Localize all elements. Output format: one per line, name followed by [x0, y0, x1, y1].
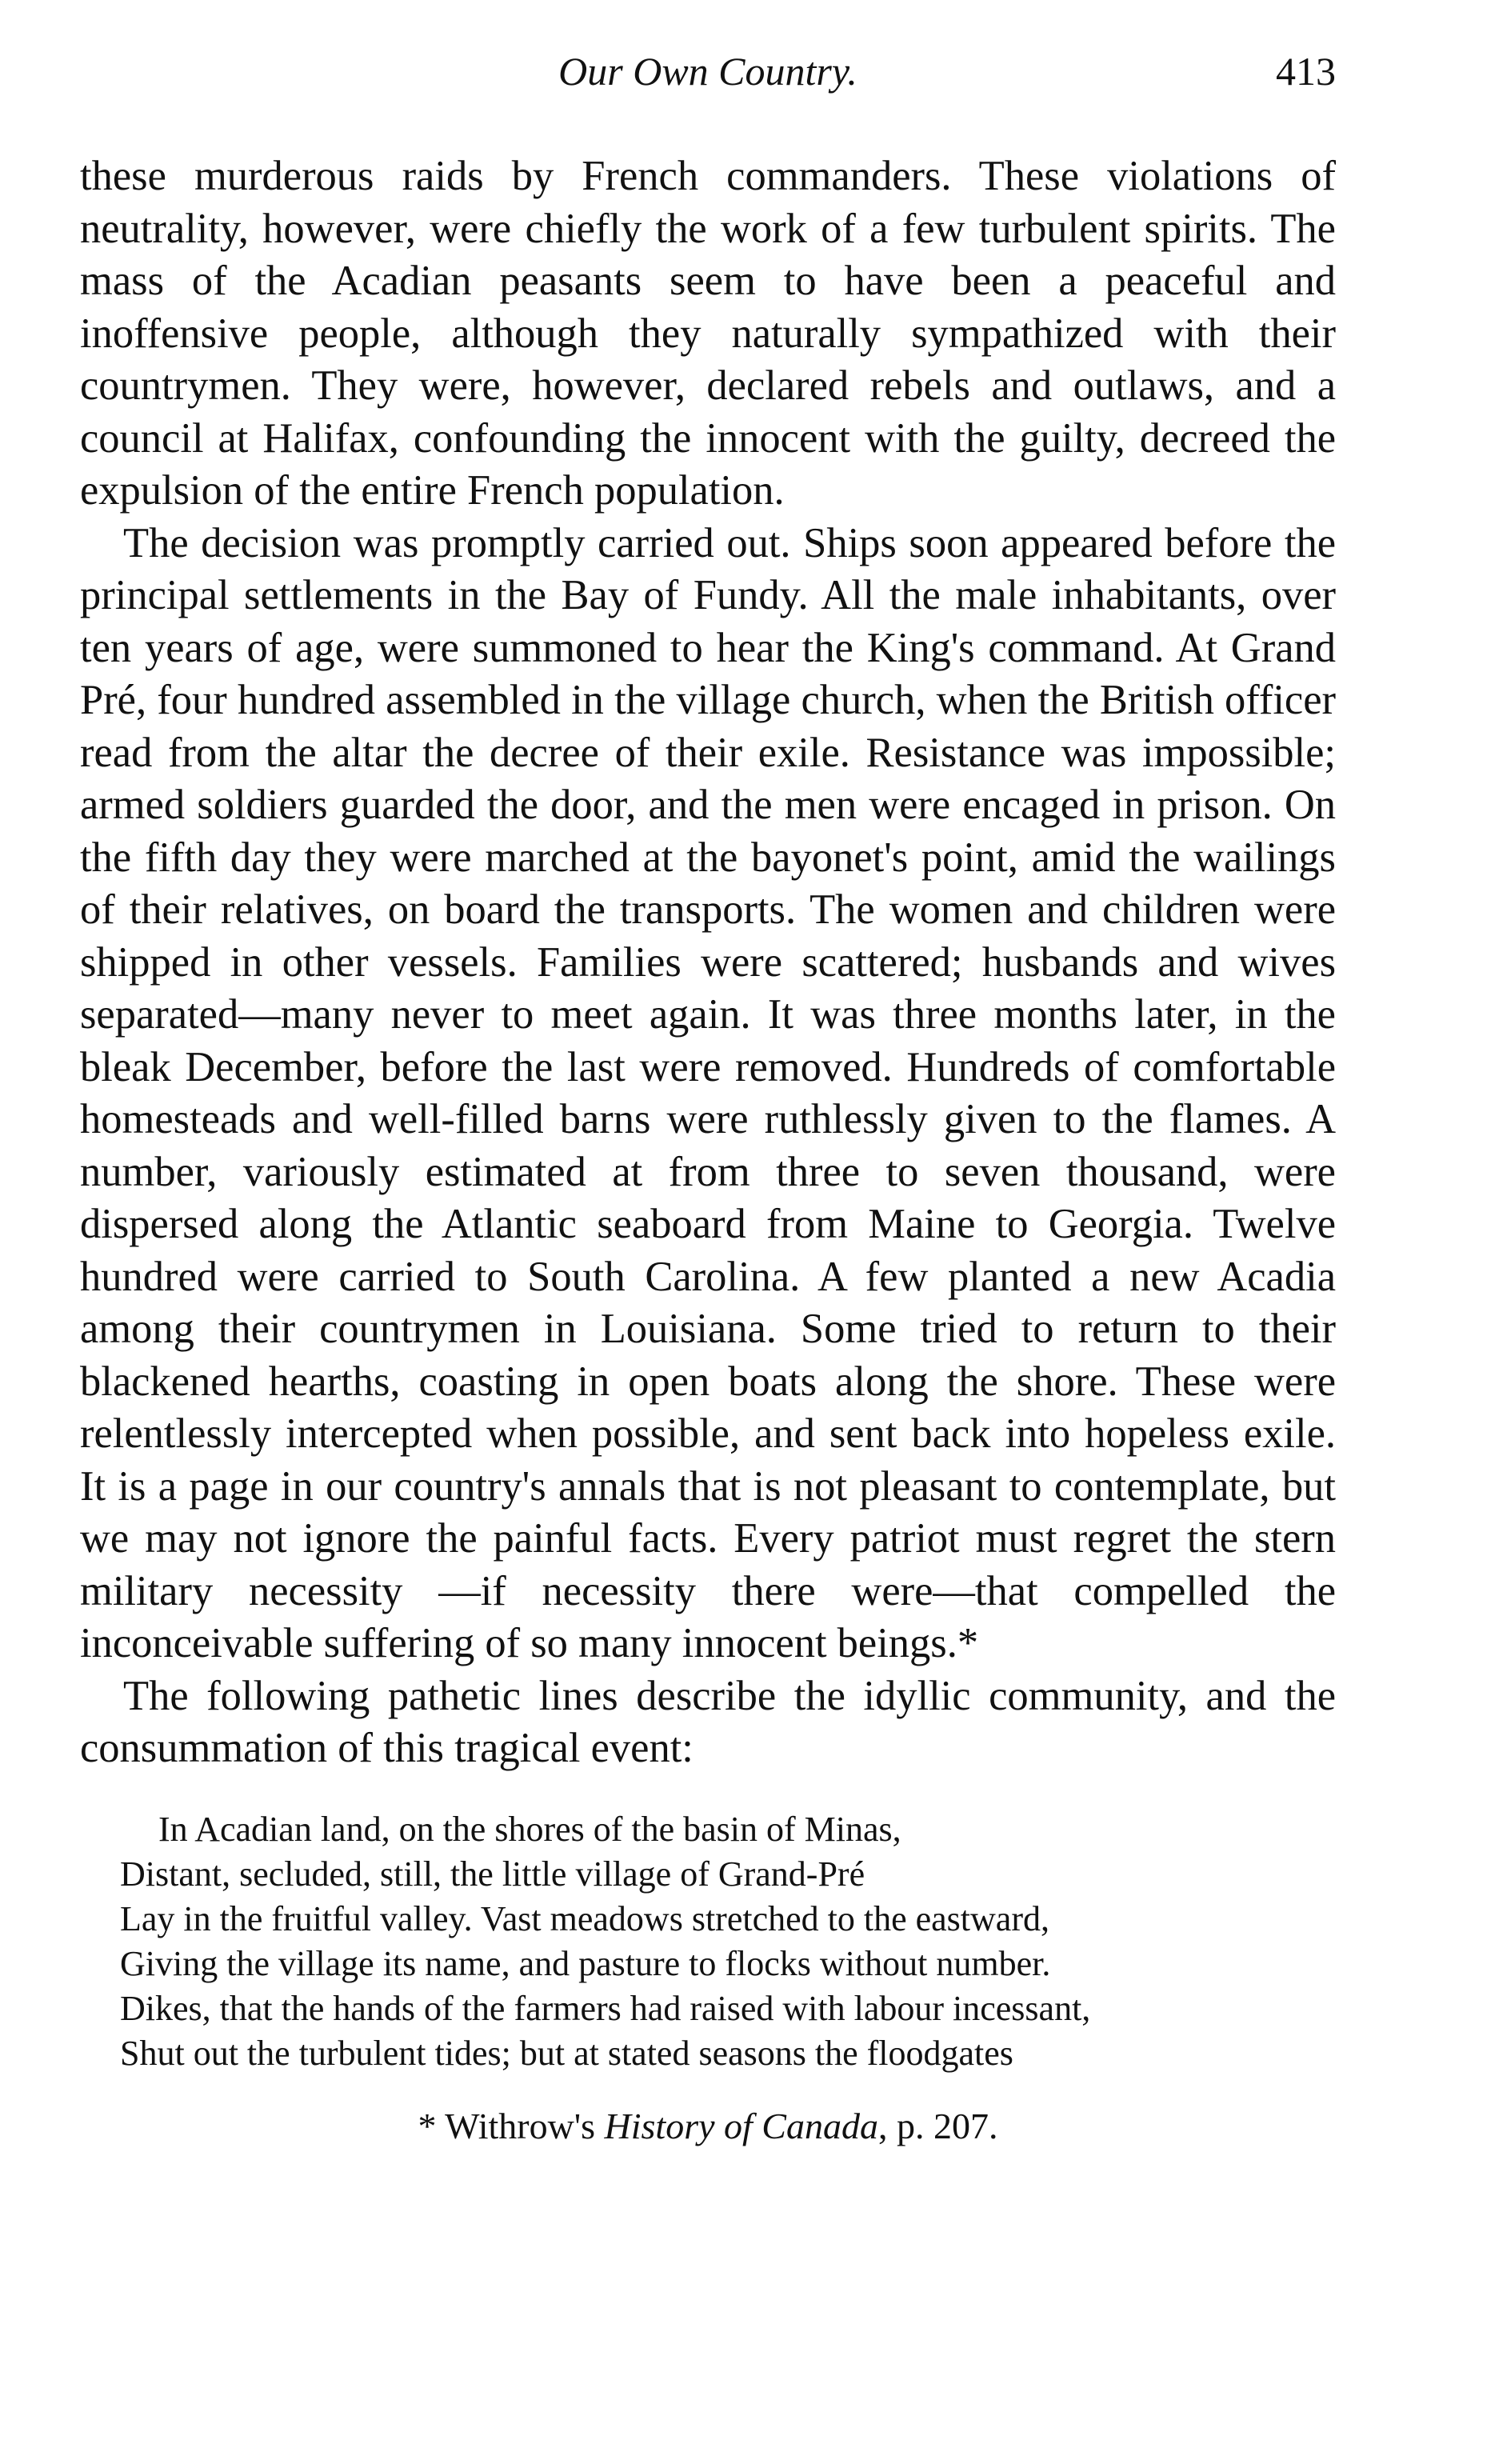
running-head	[80, 48, 1336, 104]
footnote-book-title: History of Canada	[604, 2105, 878, 2146]
poem-line: Shut out the turbulent tides; but at stated seasons the floodgates	[120, 2033, 1013, 2073]
poem-line: Lay in the fruitful valley. Vast meadows stretched to the eastward,	[120, 1898, 1049, 1938]
poem-line: Giving the village its name, and pasture to flocks without number.	[120, 1943, 1051, 1983]
poem-line: Dikes, that the hands of the farmers had raised with labour incessant,	[120, 1988, 1091, 2028]
page-number: 413	[1276, 49, 1336, 94]
paragraph-poem-intro: The following pathetic lines describe the idyllic community, and the consummation of this tragical event:	[80, 1672, 1336, 1771]
running-title: Our Own Country.	[558, 49, 857, 94]
paragraph-expulsion: The decision was promptly carried out. Ships soon appeared before the principal settlements in the Bay of Fundy. All the male inhabitants, over ten years of age, were summoned to hear the King's command. At Grand Pré, four hundred assembled in the village church, when the British officer read from the altar the decree of their exile. Resistance was impossible; armed soldiers guarded the door, and the men were encaged in prison. On the fifth day they were marched at the bayonet's point, amid the wailings of their relatives, on board the transports. The women and children were shipped in other vessels. Families were scattered; husbands and wives separated—many never to meet again. It was three months later, in the bleak December, before the last were removed. Hundreds of comfortable homesteads and well-filled barns were ruthlessly given to the flames. A number, variously estimated at from three to seven thousand, were dispersed along the Atlantic seaboard from Maine to Georgia. Twelve hundred were carried to South Carolina. A few planted a new Acadia among their countrymen in Louisiana. Some tried to return to their blackened hearths, coasting in open boats along the shore. These were relentlessly intercepted when possible, and sent back into hopeless exile. It is a page in our country's annals that is not pleasant to contemplate, but we may not ignore the painful facts. Every patriot must regret the stern military necessity —if necessity there were—that compelled the inconceivable suffering of so many innocent beings.*	[80, 519, 1336, 1666]
poem-excerpt	[120, 1807, 1336, 2076]
book-page	[80, 48, 1336, 2147]
paragraph-continued: these murderous raids by French commanders. These violations of neutrality, however, were chiefly the work of a few turbulent spirits. The mass of the Acadian peasants seem to have been a peaceful and inoffensive people, although they naturally sympathized with their countrymen. They were, however, declared rebels and outlaws, and a council at Halifax, confounding the innocent with the guilty, decreed the expulsion of the entire French population.	[80, 153, 1336, 514]
footnote-suffix: , p. 207.	[878, 2105, 998, 2146]
poem-line: In Acadian land, on the shores of the basin of Minas,	[158, 1809, 901, 1849]
body-text	[80, 150, 1336, 1775]
footnote	[80, 2105, 1336, 2147]
footnote-prefix: * Withrow's	[418, 2105, 605, 2146]
poem-line: Distant, secluded, still, the little village of Grand-Pré	[120, 1854, 865, 1894]
